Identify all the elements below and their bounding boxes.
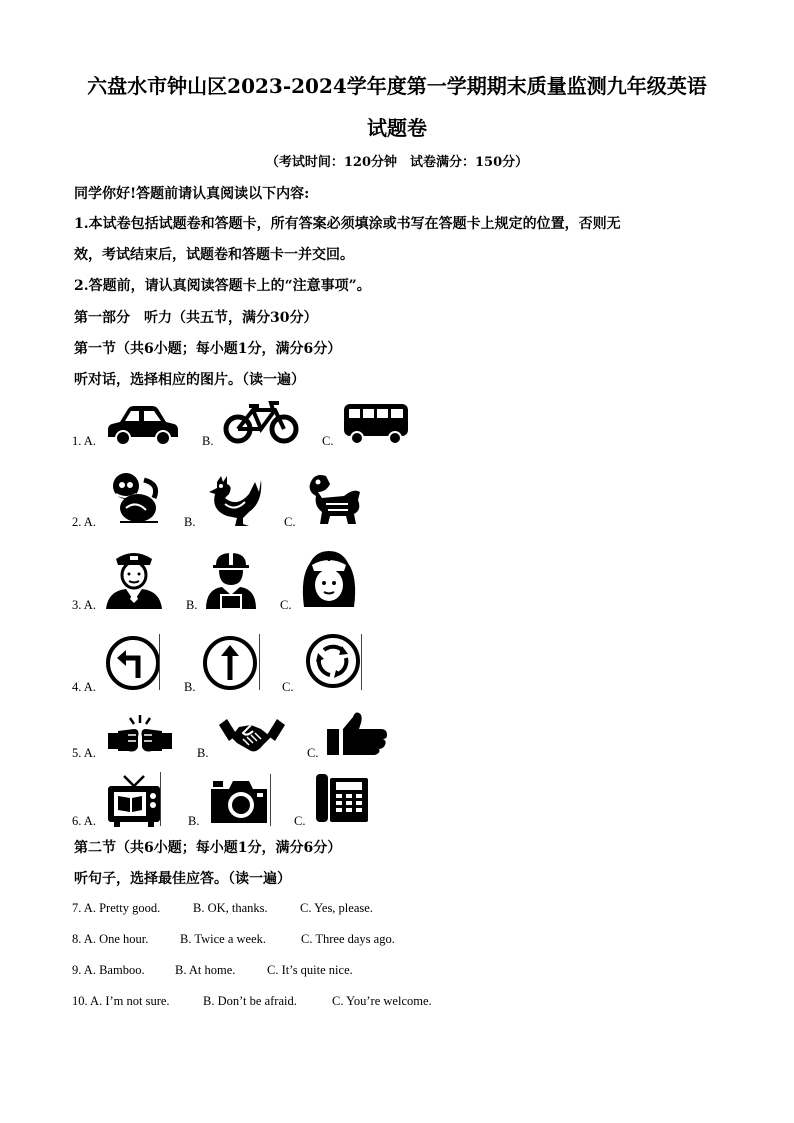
option-label: B.	[184, 680, 196, 694]
bus-icon	[342, 402, 410, 446]
option-label: B.	[197, 746, 209, 760]
option-b: B. OK, thanks.	[193, 901, 268, 915]
option-label: C.	[282, 680, 294, 694]
page-title: 六盘水市钟山区2023-2024学年度第一学期期末质量监测九年级英语	[87, 74, 707, 98]
option-a: 9. A. Bamboo.	[72, 963, 145, 977]
option-label: B.	[188, 814, 200, 828]
section2-instruction: 听句子，选择最佳应答。（读一遍）	[74, 871, 291, 887]
part1-heading: 第一部分 听力（共五节，满分30分）	[74, 310, 318, 326]
option-label: 5. A.	[72, 746, 96, 760]
dog-icon	[304, 470, 364, 526]
camera-icon	[209, 777, 269, 825]
thumbs-up-icon	[325, 711, 389, 757]
page-title-line2: 试题卷	[367, 116, 427, 140]
option-c: C. You’re welcome.	[332, 994, 432, 1008]
option-c: C. It’s quite nice.	[267, 963, 353, 977]
option-label: 4. A.	[72, 680, 96, 694]
option-a: 10. A. I’m not sure.	[72, 994, 170, 1008]
handshake-icon	[217, 715, 287, 757]
option-a: 7. A. Pretty good.	[72, 901, 161, 915]
exam-info: （考试时间：120分钟 试卷满分：150分）	[265, 155, 529, 170]
notice-item-2: 2.答题前，请认真阅读答题卡上的“注意事项”。	[74, 278, 371, 294]
roundabout-sign-icon	[304, 632, 362, 690]
option-b: B. At home.	[175, 963, 236, 977]
option-label: B.	[186, 598, 198, 612]
greeting: 同学你好!答题前请认真阅读以下内容:	[74, 186, 310, 202]
option-b: B. Don’t be afraid.	[203, 994, 297, 1008]
rooster-icon	[205, 472, 263, 528]
fist-bump-icon	[106, 713, 174, 759]
worker-icon	[204, 549, 258, 609]
option-c: C. Three days ago.	[301, 932, 395, 946]
car-icon	[106, 404, 180, 446]
option-label: 2. A.	[72, 515, 96, 529]
option-label: B.	[202, 434, 214, 448]
go-straight-sign-icon	[201, 634, 259, 692]
divider	[259, 634, 260, 690]
option-label: C.	[322, 434, 334, 448]
notice-item-1: 1.本试卷包括试题卷和答题卡，所有答案必须填涂或书写在答题卡上规定的位置，否则无	[74, 216, 621, 232]
notice-item-1-cont: 效，考试结束后，试题卷和答题卡一并交回。	[74, 247, 354, 263]
divider	[270, 774, 271, 826]
section1-heading: 第一节（共6小题；每小题1分，满分6分）	[74, 341, 342, 357]
option-label: C.	[280, 598, 292, 612]
bicycle-icon	[223, 400, 299, 444]
option-label: C.	[294, 814, 306, 828]
option-a: 8. A. One hour.	[72, 932, 149, 946]
option-label: B.	[184, 515, 196, 529]
turn-left-sign-icon	[104, 634, 162, 692]
section2-heading: 第二节（共6小题；每小题1分，满分6分）	[74, 840, 342, 856]
option-label: 6. A.	[72, 814, 96, 828]
pilot-icon	[104, 547, 164, 609]
television-icon	[106, 772, 162, 828]
nurse-icon	[298, 547, 360, 609]
option-label: 3. A.	[72, 598, 96, 612]
divider	[159, 634, 160, 690]
option-label: C.	[284, 515, 296, 529]
divider	[160, 772, 161, 826]
monkey-icon	[106, 470, 162, 526]
divider	[361, 634, 362, 690]
telephone-icon	[314, 770, 370, 826]
option-b: B. Twice a week.	[180, 932, 267, 946]
option-c: C. Yes, please.	[300, 901, 373, 915]
section1-instruction: 听对话，选择相应的图片。（读一遍）	[74, 372, 305, 388]
option-label: C.	[307, 746, 319, 760]
option-label: 1. A.	[72, 434, 96, 448]
